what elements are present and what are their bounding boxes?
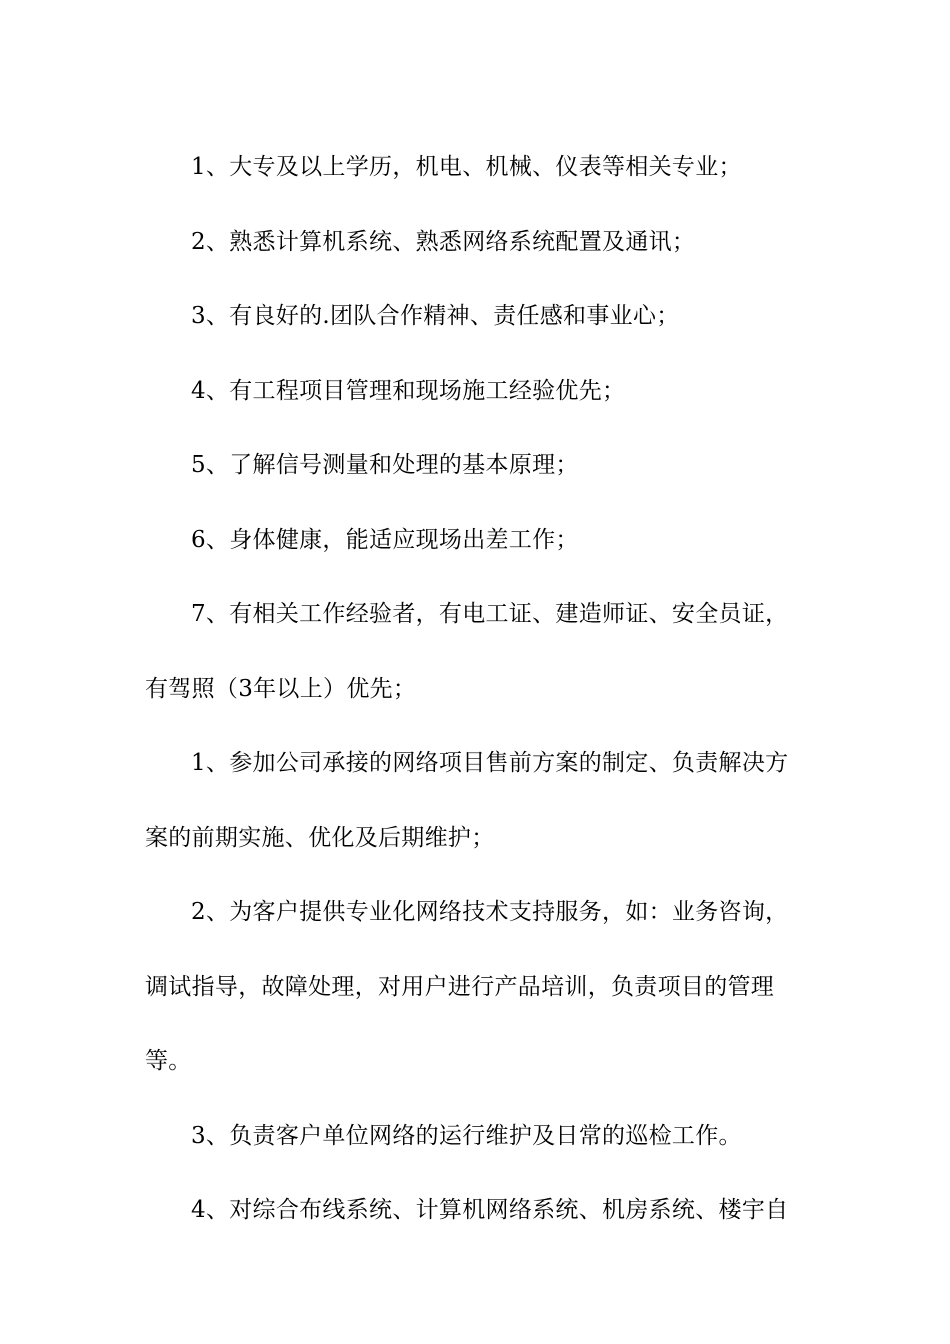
requirement-1: 1、大专及以上学历，机电、机械、仪表等相关专业；: [191, 154, 742, 180]
requirement-4: 4、有工程项目管理和现场施工经验优先；: [191, 377, 626, 404]
requirement-5: 5、了解信号测量和处理的基本原理；: [191, 452, 579, 478]
requirement-2: 2、熟悉计算机系统、熟悉网络系统配置及通讯；: [191, 228, 696, 255]
requirement-3: 3、有良好的.团队合作精神、责任感和事业心；: [191, 303, 680, 329]
requirement-6: 6、身体健康，能适应现场出差工作；: [191, 526, 579, 553]
document-body: [145, 130, 810, 1248]
requirement-7: 7、有相关工作经验者，有电工证、建造师证、安全员证，有驾照（3年以上）优先；: [145, 601, 789, 702]
duty-4: 4、对综合布线系统、计算机网络系统、机房系统、楼宇自: [191, 1197, 789, 1223]
duty-1: 1、参加公司承接的网络项目售前方案的制定、负责解决方案的前期实施、优化及后期维护；: [145, 750, 789, 851]
duty-3: 3、负责客户单位网络的运行维护及日常的巡检工作。: [191, 1122, 742, 1149]
duty-2: 2、为客户提供专业化网络技术支持服务，如：业务咨询，调试指导，故障处理，对用户进行产品培训，负责项目的管理等。: [145, 899, 789, 1074]
